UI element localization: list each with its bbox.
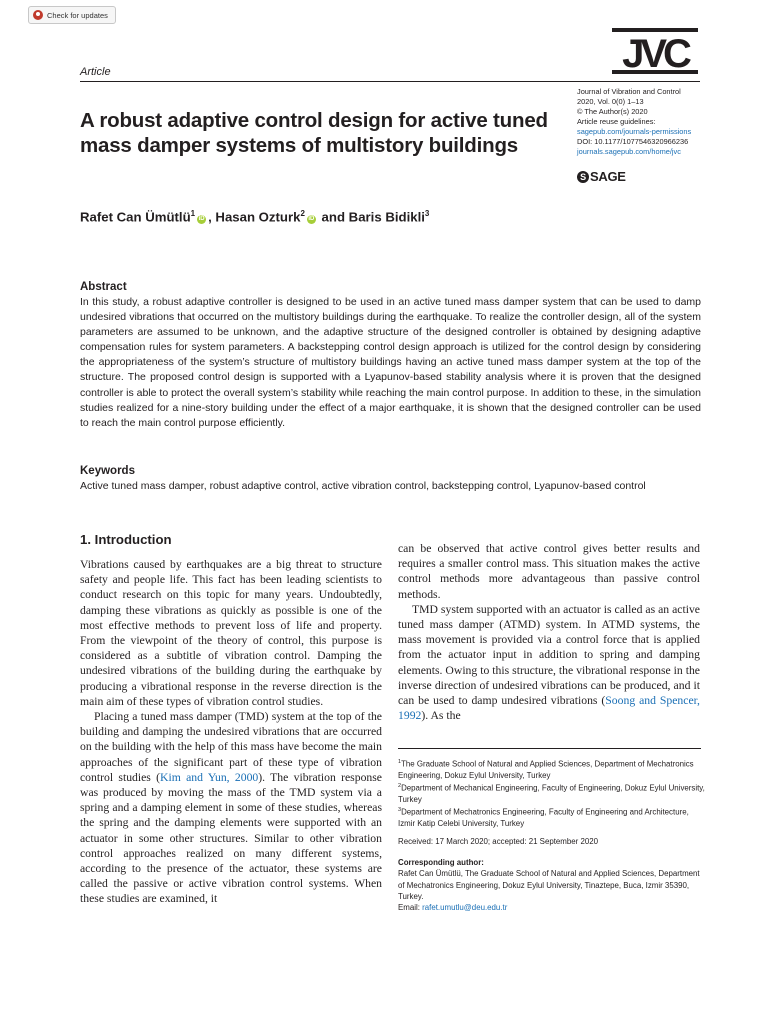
affiliation-marker: 3: [424, 209, 430, 218]
body-column-right: [398, 541, 700, 723]
publisher-logo-text: SAGE: [590, 169, 626, 184]
orcid-icon[interactable]: iD: [198, 216, 205, 223]
footnote-number: 2: [398, 783, 402, 790]
header-divider: [80, 81, 700, 82]
paragraph: [398, 602, 700, 724]
affiliation-marker: 1: [190, 209, 196, 218]
keywords-heading: Keywords: [80, 465, 135, 477]
footnotes: [398, 757, 706, 913]
journal-logo: [608, 26, 702, 76]
copyright: © The Author(s) 2020: [577, 107, 648, 116]
sage-icon: S: [577, 171, 589, 183]
paragraph: [80, 709, 382, 907]
journal-name: Journal of Vibration and Control: [577, 87, 681, 96]
abstract-text: In this study, a robust adaptive controller is designed to be used in an active tuned mass damper system that can be used to damp undesired vibrations that occurred on the multistory buildings during the earthquake. To realize the controller design, all of the system parameters are assumed to be unknown, and the adaptive structure of the designed controller is obtained by designing adaptive compensation rules for system parameters. A backstepping control design approach is utilized for the control design by considering the appropriateness of the system’s structure of multistory buildings having an active tuned mass damper system at the top of the structure. The proposed control design is supported with a Lyapunov-based stability analysis where it is proven that the designed controller is able to protect the overall system’s stability while reaching the main control purpose. In addition to these, in the simulation studies realized for a nine-story building under the effect of a major earthquake, it is shown that the designed controller can be used to reach the main control purpose efficiently.: [80, 296, 701, 429]
keywords-text: Active tuned mass damper, robust adaptive control, active vibration control, backstepping control, Lyapunov-based control: [80, 480, 646, 492]
author-name: Rafet Can Ümütlü: [80, 209, 191, 225]
citation-link[interactable]: Soong and Spencer, 1992: [398, 694, 700, 723]
author-separator: ,: [208, 209, 216, 225]
paragraph-text: Placing a tuned mass damper (TMD) system at the top of the building and damping the undesired vibrations that are occurred on the building with the help of this mass have become the main approaches of the significant part of these type of vibration control studies (: [80, 710, 382, 784]
article-type-label: Article: [80, 66, 111, 78]
journal-logo-text: JVC: [622, 32, 688, 76]
corresponding-author-details: Rafet Can Ümütlü, The Graduate School of Natural and Applied Sciences, Department of Mechatronics Engineering, Dokuz Eylul University, Tinaztepe, Buca, Izmir 35390, Turkey.: [398, 869, 700, 901]
affiliation-3: [398, 805, 706, 829]
paragraph-text: TMD system supported with an actuator is called as an active tuned mass damper (ATMD) system. In ATMD systems, the mass movement is provided via a control force that is applied from the actuator input in addition to spring and damping elements. Owing to this structure, the vibrational response in the inverse direction of undesired vibrations can be produced, and it can be used to damp undesired vibrations (: [398, 602, 700, 708]
check-for-updates-button[interactable]: [28, 6, 116, 24]
paragraph: Vibrations caused by earthquakes are a big threat to structure safety and people life. This fact has been leading scientists to conduct research on this topic for many years. Undoubtedly, damping these vibrations as quickly as possible is one of the most effective methods to prevent loss of life and property. From the viewpoint of the theory of control, this purpose is considered as a subtitle of vibration control. Damping the undesired vibrations of the building during the earthquake by producing a vibrational response in the reverse direction is the main aim of these types of vibration control studies.: [80, 558, 382, 708]
email-label: Email:: [398, 903, 423, 913]
citation-link[interactable]: Kim and Yun, 2000: [160, 770, 259, 784]
affiliation-1: [398, 757, 706, 781]
journal-info: [577, 87, 707, 157]
affiliation-text: Department of Mechatronics Engineering, Faculty of Engineering and Architecture, Izmir Katip Celebi University, Turkey: [398, 808, 689, 829]
affiliation-text: The Graduate School of Natural and Applied Sciences, Department of Mechatronics Engineering, Dokuz Eylul University, Turkey: [398, 759, 694, 780]
footnote-divider: [398, 748, 701, 749]
author-separator: and: [317, 209, 349, 225]
orcid-icon[interactable]: iD: [308, 216, 315, 223]
author-list: [80, 209, 429, 224]
publisher-logo: [577, 169, 626, 184]
email-line: [398, 902, 706, 913]
abstract-heading: Abstract: [80, 281, 127, 293]
paper-title: A robust adaptive control design for active tuned mass damper systems of multistory buildings: [80, 109, 548, 157]
permissions-link[interactable]: sagepub.com/journals-permissions: [577, 127, 692, 136]
body-column-left: [80, 557, 382, 907]
corresponding-author-heading: Corresponding author:: [398, 857, 484, 867]
footnote-number: 1: [398, 759, 402, 765]
doi: DOI: 10.1177/1077546320966236: [577, 137, 689, 146]
paragraph-text: ). As the: [421, 709, 461, 723]
check-for-updates-label: Check for updates: [47, 10, 108, 20]
affiliation-2: [398, 781, 706, 805]
section-heading: 1. Introduction: [80, 532, 172, 547]
affiliation-marker: 2: [300, 209, 305, 218]
journal-volume: 2020, Vol. 0(0) 1–13: [577, 97, 644, 106]
paragraph: can be observed that active control gives better results and requires a smaller control mass. This situation makes the active control methods more advantageous than passive control methods.: [398, 542, 700, 601]
journal-home-link[interactable]: journals.sagepub.com/home/jvc: [577, 147, 681, 156]
author-name: Baris Bidikli: [348, 209, 425, 225]
received-dates: Received: 17 March 2020; accepted: 21 September 2020: [398, 836, 599, 846]
paragraph-text: ). The vibration response was produced by moving the mass of the TMD system via a spring and a damping element in some of these studies, whereas the spring and the damping elements were supported with an actuator in some other structures. Similar to other vibration control approaches realized on many different systems, according to the presence of the actuator, these systems are called the passive or active vibration control systems. When these studies are examined, it: [80, 770, 382, 906]
affiliation-text: Department of Mechanical Engineering, Faculty of Engineering, Dokuz Eylul University, Turkey: [398, 783, 705, 805]
footnote-number: 3: [398, 807, 402, 814]
reuse-guidelines-label: Article reuse guidelines:: [577, 117, 656, 126]
crossmark-icon: [33, 10, 43, 20]
author-name: Hasan Ozturk: [215, 209, 301, 225]
email-link[interactable]: rafet.umutlu@deu.edu.tr: [422, 903, 508, 913]
